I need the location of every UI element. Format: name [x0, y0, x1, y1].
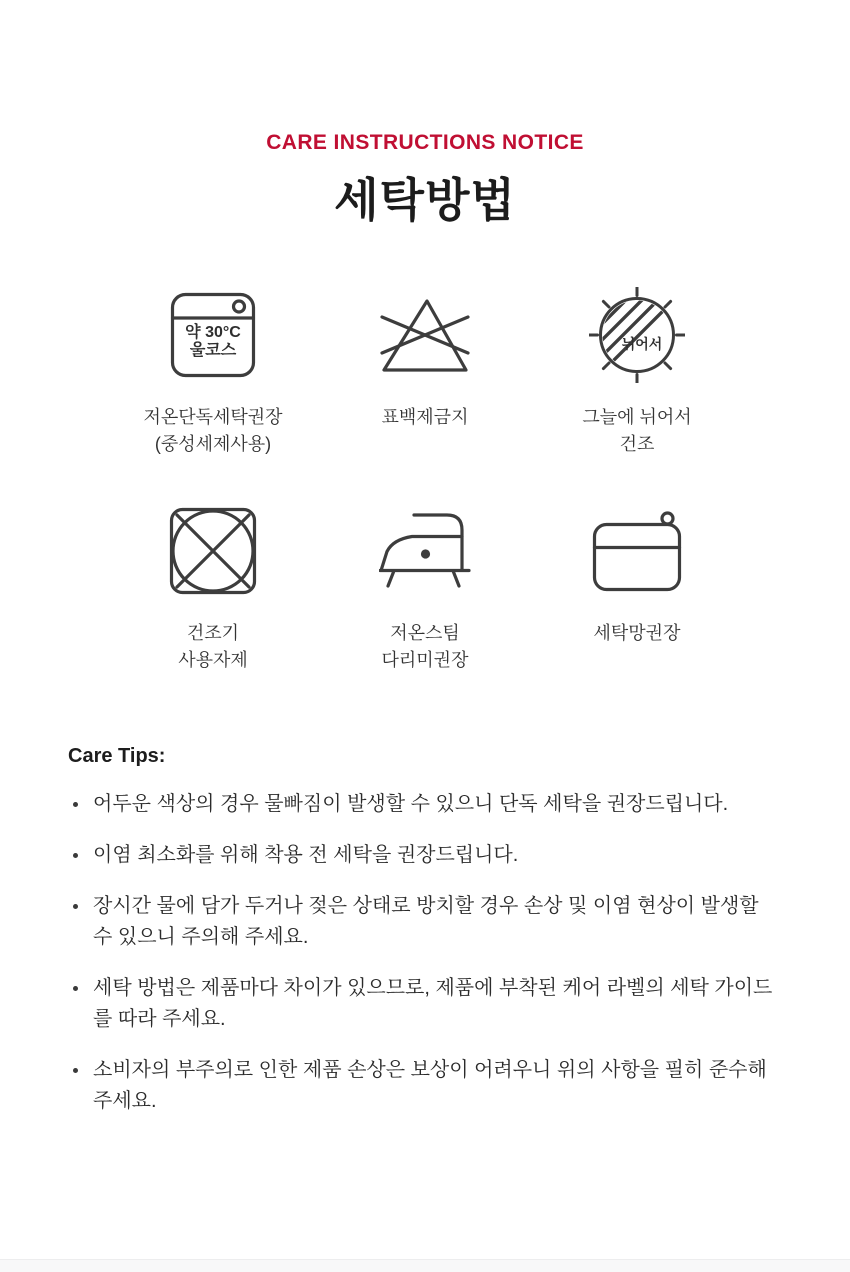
- symbol-cell-shade-dry: [531, 287, 743, 458]
- label-line1: 저온단독세탁권장: [143, 407, 283, 427]
- bullet-dot: [73, 853, 78, 858]
- shade-dry-inner-text: 뉘어서: [621, 336, 663, 352]
- laundry-net-symbol: [531, 503, 743, 599]
- no-bleach-triangle-icon: [379, 296, 471, 374]
- label-line2: 사용자제: [178, 650, 248, 670]
- symbol-label: [582, 404, 691, 458]
- no-bleach-symbol: [319, 287, 531, 383]
- bullet-dot: [73, 1068, 78, 1073]
- symbol-label: [594, 620, 681, 647]
- bullet-dot: [73, 986, 78, 991]
- care-tip-item: [68, 973, 774, 1035]
- laundry-net-bag-icon: [592, 510, 682, 592]
- iron-icon: [379, 513, 471, 589]
- symbol-cell-no-bleach: [319, 287, 531, 458]
- label-line2: (중성세제사용): [154, 434, 272, 454]
- symbol-label: [178, 620, 248, 674]
- care-tip-item: [68, 891, 774, 953]
- notice-label: CARE INSTRUCTIONS NOTICE: [266, 131, 584, 154]
- symbol-cell-wash-low-temp: [107, 287, 319, 458]
- no-tumble-dry-symbol: [107, 503, 319, 599]
- symbol-label: [382, 404, 469, 431]
- care-tip-text: 장시간 물에 담가 두거나 젖은 상태로 방치할 경우 손상 및 이염 현상이 발생할 수 있으니 주의해 주세요.: [93, 895, 759, 948]
- care-tips-list: [68, 789, 792, 1117]
- steam-iron-symbol: [319, 503, 531, 599]
- page-title: 세탁방법: [334, 174, 516, 226]
- care-tip-item: [68, 1055, 774, 1117]
- wash-temp-line2: 울코스: [189, 341, 237, 359]
- wash-temperature-text: [170, 324, 256, 359]
- wash-temp-line1: 약 30°C: [185, 324, 241, 341]
- label-line1: 세탁망권장: [593, 623, 681, 643]
- care-tip-text: 이염 최소화를 위해 착용 전 세탁을 권장드립니다.: [93, 844, 519, 866]
- label-line1: 표백제금지: [381, 407, 469, 427]
- care-tip-item: [68, 840, 774, 871]
- page-header: [0, 0, 850, 229]
- symbol-cell-no-tumble-dry: [107, 503, 319, 674]
- care-tips-section: [68, 744, 792, 1117]
- symbol-cell-laundry-net: [531, 503, 743, 674]
- care-symbol-row-2: [107, 503, 743, 674]
- care-tips-heading: Care Tips:: [68, 745, 166, 767]
- wash-low-temp-symbol: [107, 287, 319, 383]
- care-symbol-grid: [107, 287, 743, 674]
- symbol-label: [143, 404, 282, 458]
- label-line2: 다리미권장: [381, 650, 469, 670]
- care-tip-item: [68, 789, 774, 820]
- symbol-cell-steam-iron: [319, 503, 531, 674]
- bullet-dot: [73, 802, 78, 807]
- care-tip-text: 소비자의 부주의로 인한 제품 손상은 보상이 어려우니 위의 사항을 필히 준수해 주세요.: [93, 1059, 767, 1112]
- symbol-label: [382, 620, 469, 674]
- label-line1: 건조기: [186, 623, 240, 643]
- care-symbol-row-1: [107, 287, 743, 458]
- care-tip-text: 어두운 색상의 경우 물빠짐이 발생할 수 있으니 단독 세탁을 권장드립니다.: [93, 793, 729, 815]
- care-tip-text: 세탁 방법은 제품마다 차이가 있으므로, 제품에 부착된 케어 라벨의 세탁 가이드를 따라 주세요.: [93, 977, 773, 1030]
- bullet-dot: [73, 904, 78, 909]
- shade-dry-symbol: [531, 287, 743, 383]
- label-line1: 그늘에 뉘어서: [582, 407, 692, 427]
- label-line2: 건조: [619, 434, 655, 454]
- no-tumble-dry-icon: [169, 507, 257, 595]
- next-section-edge: [0, 1259, 850, 1272]
- label-line1: 저온스팀: [390, 623, 460, 643]
